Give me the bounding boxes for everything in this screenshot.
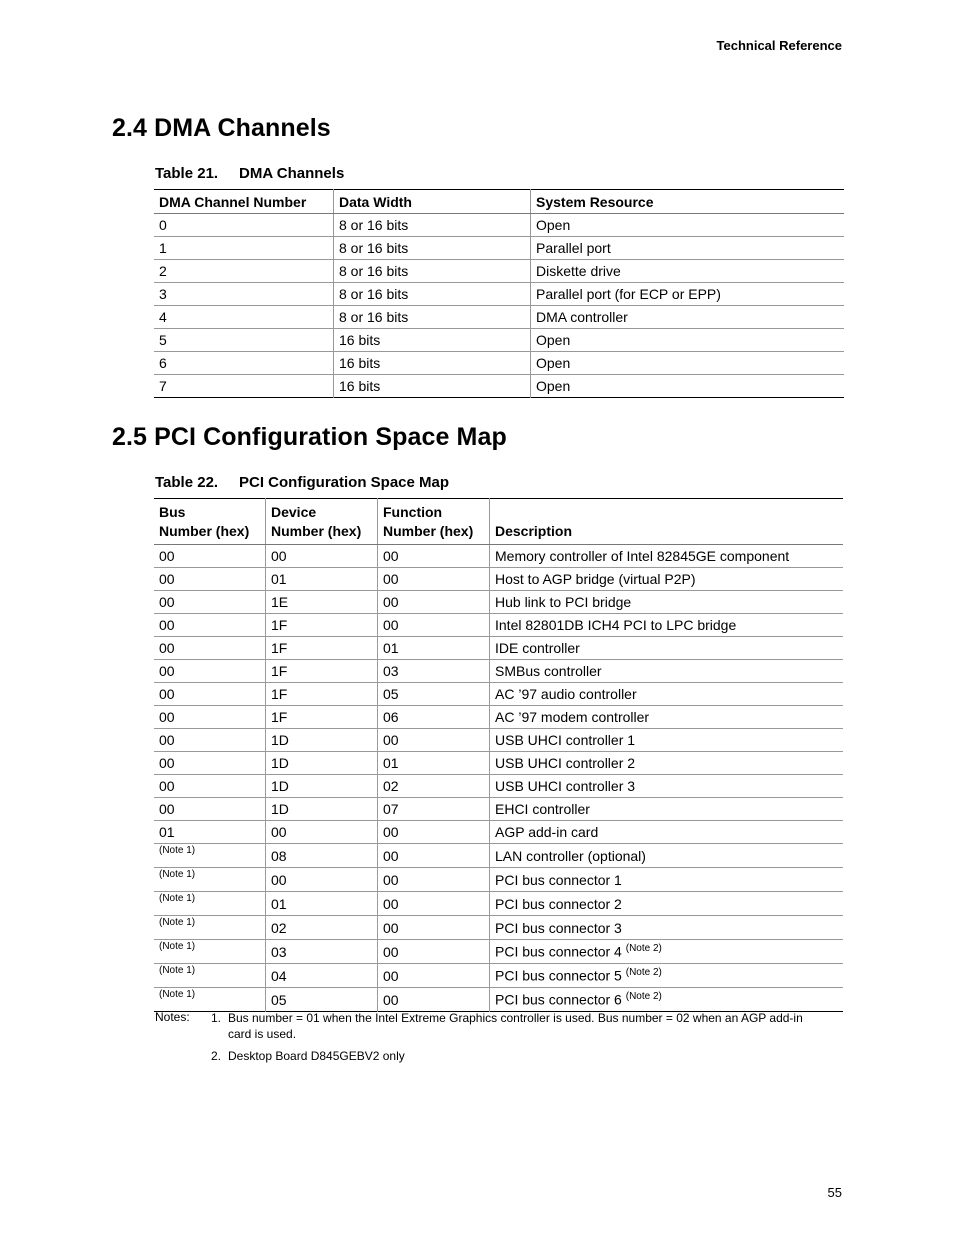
bus-note-ref: (Note 1) xyxy=(159,917,196,928)
cell-device: 03 xyxy=(266,940,378,964)
cell-description xyxy=(490,916,844,940)
cell-dma-channel: 7 xyxy=(159,378,167,394)
description-text: Host to AGP bridge (virtual P2P) xyxy=(495,571,696,587)
cell-system-resource: Parallel port xyxy=(531,237,845,260)
table-row xyxy=(154,352,844,375)
cell-description xyxy=(490,844,844,868)
bus-note-ref: (Note 1) xyxy=(159,845,196,856)
cell-description xyxy=(490,798,844,821)
cell-system-resource: Open xyxy=(531,329,845,352)
description-text: PCI bus connector 2 xyxy=(495,895,622,912)
cell-device: 05 xyxy=(266,988,378,1012)
table-caption-pci xyxy=(155,474,449,491)
table-row xyxy=(154,729,843,752)
description-text: EHCI controller xyxy=(495,801,590,817)
cell-bus: 00 xyxy=(154,660,266,683)
table-row xyxy=(154,683,843,706)
table-row xyxy=(154,821,843,844)
table-row xyxy=(154,329,844,352)
cell-data-width: 16 bits xyxy=(334,375,531,398)
cell-bus xyxy=(154,988,266,1012)
table-row xyxy=(154,568,843,591)
note-item xyxy=(211,1048,823,1064)
cell-bus xyxy=(154,916,266,940)
cell-function: 00 xyxy=(378,916,490,940)
cell-function: 06 xyxy=(378,706,490,729)
cell-data-width: 8 or 16 bits xyxy=(334,283,531,306)
cell-bus: 00 xyxy=(154,729,266,752)
description-text: SMBus controller xyxy=(495,663,602,679)
table-row xyxy=(154,306,844,329)
cell-system-resource: Parallel port (for ECP or EPP) xyxy=(531,283,845,306)
description-text: USB UHCI controller 3 xyxy=(495,778,636,794)
cell-description xyxy=(490,591,844,614)
cell-device: 1D xyxy=(266,729,378,752)
cell-bus: 00 xyxy=(154,798,266,821)
table-row xyxy=(154,868,843,892)
table-row xyxy=(154,798,843,821)
cell-bus: 00 xyxy=(154,545,266,568)
cell-function: 00 xyxy=(378,821,490,844)
column-header-description: Description xyxy=(490,499,844,545)
cell-dma-channel: 4 xyxy=(154,306,334,329)
cell-system-resource: DMA controller xyxy=(531,306,845,329)
bus-note-ref: (Note 1) xyxy=(159,893,196,904)
cell-function: 00 xyxy=(378,614,490,637)
cell-data-width: 8 or 16 bits xyxy=(334,260,531,283)
column-header-device: Device Number (hex) xyxy=(266,499,378,545)
cell-bus: 00 xyxy=(154,591,266,614)
description-text: USB UHCI controller 2 xyxy=(495,755,636,771)
column-header-dma-channel: DMA Channel Number xyxy=(154,190,334,214)
table-row xyxy=(154,591,843,614)
cell-device: 1D xyxy=(266,798,378,821)
cell-bus xyxy=(154,964,266,988)
table-caption-number: Table 21. xyxy=(155,165,219,182)
table-row xyxy=(154,775,843,798)
cell-description xyxy=(490,752,844,775)
cell-function: 00 xyxy=(378,545,490,568)
description-text: Memory controller of Intel 82845GE component xyxy=(495,548,790,564)
cell-device: 00 xyxy=(266,545,378,568)
cell-bus: 00 xyxy=(154,568,266,591)
cell-description xyxy=(490,568,844,591)
cell-function: 00 xyxy=(378,729,490,752)
table-caption-title: DMA Channels xyxy=(239,165,345,182)
table-row xyxy=(154,844,843,868)
bus-note-ref: (Note 1) xyxy=(159,941,196,952)
cell-function: 00 xyxy=(378,940,490,964)
description-text: Hub link to PCI bridge xyxy=(495,594,632,610)
cell-device: 00 xyxy=(266,868,378,892)
section-title-dma: 2.4 DMA Channels xyxy=(112,114,331,142)
description-text: LAN controller (optional) xyxy=(495,847,646,864)
cell-device: 1F xyxy=(266,614,378,637)
cell-device: 1F xyxy=(266,660,378,683)
cell-function: 05 xyxy=(378,683,490,706)
cell-bus: 01 xyxy=(154,821,266,844)
cell-bus xyxy=(154,940,266,964)
cell-dma-channel: 1 xyxy=(154,237,334,260)
cell-description xyxy=(490,545,844,568)
note-text: Desktop Board D845GEBV2 only xyxy=(228,1049,405,1063)
description-note-ref: (Note 2) xyxy=(625,991,662,1003)
table-header-row xyxy=(154,190,844,214)
cell-device: 01 xyxy=(266,568,378,591)
description-text: USB UHCI controller 1 xyxy=(495,732,636,748)
note-text: Bus number = 01 when the Intel Extreme Graphics controller is used. Bus number = 02 when an AGP add-in card is used. xyxy=(228,1011,803,1041)
cell-description xyxy=(490,775,844,798)
table-row xyxy=(154,214,844,237)
table-row xyxy=(154,940,843,964)
cell-data-width: 8 or 16 bits xyxy=(334,237,531,260)
table-row xyxy=(154,752,843,775)
cell-dma-channel: 0 xyxy=(154,214,334,237)
description-text: PCI bus connector 1 xyxy=(495,871,622,888)
cell-function: 00 xyxy=(378,591,490,614)
cell-description xyxy=(490,637,844,660)
cell-description xyxy=(490,683,844,706)
cell-device: 01 xyxy=(266,892,378,916)
cell-device: 1F xyxy=(266,706,378,729)
running-header: Technical Reference xyxy=(716,38,842,53)
cell-bus: 00 xyxy=(154,775,266,798)
cell-function: 07 xyxy=(378,798,490,821)
cell-system-resource: Diskette drive xyxy=(531,260,845,283)
pci-configuration-table xyxy=(154,498,843,1012)
description-text: PCI bus connector 6 xyxy=(495,991,622,1008)
column-header-bus: Bus Number (hex) xyxy=(154,499,266,545)
cell-description xyxy=(490,964,844,988)
description-text: AC ’97 modem controller xyxy=(495,709,650,725)
cell-description xyxy=(490,868,844,892)
note-number: 2. xyxy=(211,1049,222,1063)
column-header-system-resource: System Resource xyxy=(531,190,845,214)
cell-bus xyxy=(154,844,266,868)
cell-function: 00 xyxy=(378,568,490,591)
table-row xyxy=(154,988,843,1012)
cell-system-resource: Open xyxy=(531,352,845,375)
description-note-ref: (Note 2) xyxy=(625,967,662,979)
cell-description xyxy=(490,660,844,683)
table-row xyxy=(154,375,844,398)
cell-function: 02 xyxy=(378,775,490,798)
cell-function: 00 xyxy=(378,868,490,892)
cell-function: 01 xyxy=(378,637,490,660)
cell-bus: 00 xyxy=(154,614,266,637)
column-header-function: Function Number (hex) xyxy=(378,499,490,545)
table-caption-dma xyxy=(155,165,344,182)
description-text: AGP add-in card xyxy=(495,824,599,840)
description-text: Intel 82801DB ICH4 PCI to LPC bridge xyxy=(495,617,737,633)
cell-device: 1F xyxy=(266,637,378,660)
cell-function: 00 xyxy=(378,892,490,916)
cell-data-width: 8 or 16 bits xyxy=(334,214,531,237)
cell-function: 00 xyxy=(378,964,490,988)
description-text: AC ’97 audio controller xyxy=(495,686,637,702)
cell-device: 1E xyxy=(266,591,378,614)
cell-device: 1D xyxy=(266,752,378,775)
cell-bus: 00 xyxy=(154,752,266,775)
table-row xyxy=(154,660,843,683)
table-header-row xyxy=(154,499,843,545)
cell-device: 1D xyxy=(266,775,378,798)
bus-note-ref: (Note 1) xyxy=(159,965,196,976)
description-text: PCI bus connector 5 xyxy=(495,967,622,984)
cell-description xyxy=(490,988,844,1012)
column-header-data-width: Data Width xyxy=(334,190,531,214)
description-text: PCI bus connector 3 xyxy=(495,919,622,936)
cell-description xyxy=(490,821,844,844)
cell-dma-channel: 2 xyxy=(154,260,334,283)
cell-bus: 00 xyxy=(154,637,266,660)
cell-device: 08 xyxy=(266,844,378,868)
cell-dma-channel: 5 xyxy=(154,329,334,352)
cell-device: 04 xyxy=(266,964,378,988)
cell-function: 00 xyxy=(378,988,490,1012)
description-text: IDE controller xyxy=(495,640,580,656)
cell-bus: 00 xyxy=(154,683,266,706)
cell-device: 00 xyxy=(266,821,378,844)
note-item xyxy=(211,1010,823,1042)
table-row xyxy=(154,283,844,306)
table-caption-number: Table 22. xyxy=(155,474,219,491)
cell-system-resource: Open xyxy=(531,375,845,398)
page-number: 55 xyxy=(827,1185,842,1200)
cell-function: 03 xyxy=(378,660,490,683)
table-row xyxy=(154,614,843,637)
cell-system-resource: Open xyxy=(531,214,845,237)
table-row xyxy=(154,237,844,260)
bus-note-ref: (Note 1) xyxy=(159,869,196,880)
cell-description xyxy=(490,729,844,752)
notes-label: Notes: xyxy=(155,1010,190,1024)
bus-note-ref: (Note 1) xyxy=(159,989,196,1000)
cell-device: 02 xyxy=(266,916,378,940)
section-title-pci: 2.5 PCI Configuration Space Map xyxy=(112,423,507,451)
cell-bus xyxy=(154,892,266,916)
cell-bus xyxy=(154,868,266,892)
cell-data-width: 8 or 16 bits xyxy=(334,306,531,329)
cell-device: 1F xyxy=(266,683,378,706)
note-number: 1. xyxy=(211,1011,222,1025)
cell-dma-channel: 6 xyxy=(154,352,334,375)
table-row xyxy=(154,545,843,568)
cell-function: 00 xyxy=(378,844,490,868)
cell-description xyxy=(490,940,844,964)
description-note-ref: (Note 2) xyxy=(625,943,662,955)
table-row xyxy=(154,260,844,283)
dma-channels-table xyxy=(154,189,844,398)
table-row xyxy=(154,964,843,988)
cell-data-width: 16 bits xyxy=(334,352,531,375)
description-text: PCI bus connector 4 xyxy=(495,943,622,960)
cell-description xyxy=(490,892,844,916)
cell-data-width: 16 bits xyxy=(334,329,531,352)
cell-dma-channel: 3 xyxy=(154,283,334,306)
table-row xyxy=(154,637,843,660)
table-row xyxy=(154,892,843,916)
table-caption-title: PCI Configuration Space Map xyxy=(239,474,450,491)
table-row xyxy=(154,706,843,729)
table-row xyxy=(154,916,843,940)
cell-description xyxy=(490,614,844,637)
cell-description xyxy=(490,706,844,729)
cell-function: 01 xyxy=(378,752,490,775)
cell-bus: 00 xyxy=(154,706,266,729)
